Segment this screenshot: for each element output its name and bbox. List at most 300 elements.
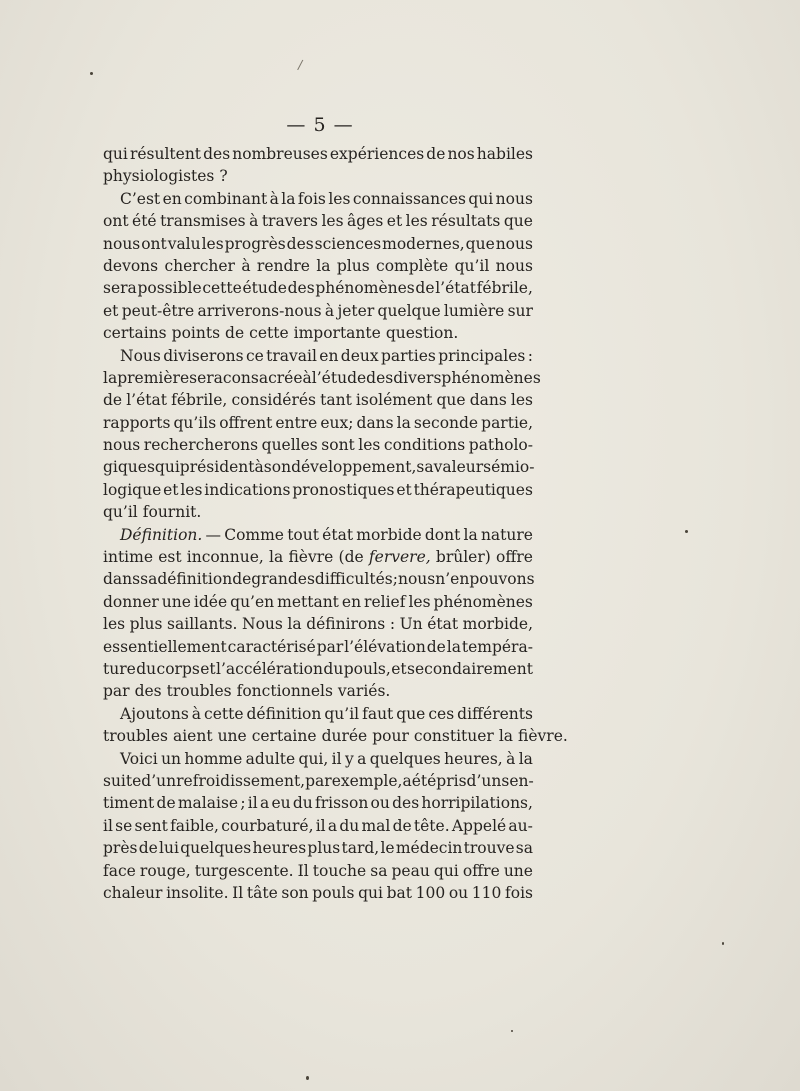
text-word: caractérisé [227,637,316,656]
text-word: ture [103,659,136,678]
text-word: des [366,368,394,387]
paper-speck [511,1030,513,1032]
text-word: deux [340,346,379,365]
text-word: Il [297,861,309,880]
text-word: son [263,458,292,477]
text-word: Un [399,615,423,634]
text-word: du [339,816,360,835]
text-word: indications [204,480,291,499]
text-word: qui [433,861,459,880]
text-word: Voici [120,749,158,768]
text-word: développement, [291,458,417,477]
text-word: il [331,749,342,768]
text-word: ces [428,704,455,723]
text-word: des [287,279,315,298]
text-word: fièvre. [518,727,568,746]
text-word: les [358,436,381,455]
text-word: au- [508,816,533,835]
text-word: cette [204,704,244,723]
text-word: tant [320,391,352,410]
text-line [103,434,533,456]
text-word: la [396,413,411,432]
text-word: possible [137,279,202,298]
text-word: Il [232,883,244,902]
text-word: sera [189,368,223,387]
text-word: modernes, [382,234,465,253]
text-word: sciences [314,234,382,253]
text-word: fois [505,883,533,902]
text-word: première [117,368,190,387]
text-word: importante [293,324,381,343]
text-word: ont [141,234,167,253]
text-word: : [527,346,533,365]
text-word: fébrile, [171,391,228,410]
text-word: et [103,301,119,320]
text-line [103,412,533,434]
text-word: dans [103,570,141,589]
text-word: résultent [129,145,202,163]
text-word: fervere, [368,548,431,567]
text-word: pouvons [469,570,535,589]
text-word: dans [356,413,394,432]
text-word: les [103,615,126,634]
text-word: des [203,145,231,163]
text-word: en [162,189,182,208]
text-word: valu [167,234,201,253]
text-word: mettant [277,592,339,611]
text-word: suite [103,771,142,790]
text-word: et [391,659,407,678]
text-word: qui [103,145,128,163]
text-word: difficultés [314,570,393,589]
text-word: principales [438,346,526,365]
text-word: lui [159,839,179,858]
text-word: la [269,548,284,567]
text-word: résultats [431,212,501,231]
text-word: à [506,749,516,768]
text-word: du [292,794,313,813]
text-word: Définition. [120,525,203,544]
text-word: homme [184,749,243,768]
text-word: état [322,525,354,544]
text-word: morbide, [462,615,533,634]
text-word: l’étude [311,368,367,387]
text-word: habiles [476,145,533,163]
text-word: et [396,480,412,499]
text-word: plus [129,615,163,634]
text-word: un [161,749,182,768]
text-word: rapports [103,413,171,432]
text-line [103,792,533,814]
text-word: les [321,212,344,231]
text-word: cette [249,324,289,343]
text-line [103,501,533,523]
text-word: — [205,525,222,544]
text-word: l’état [435,279,476,298]
text-word: : [389,615,396,634]
text-word: ou [370,794,390,813]
text-word: ou [448,883,469,902]
text-word: question. [385,324,459,343]
text-word: arriverons-nous [197,301,322,320]
text-word: sent [134,816,168,835]
text-word: Appelé [451,816,507,835]
text-word: que [396,704,426,723]
text-word: frisson [314,794,369,813]
text-word: la [316,256,331,275]
text-word: a [357,749,367,768]
text-word: d’un [141,771,177,790]
text-word: il [247,794,258,813]
text-line [103,882,533,904]
text-word: état [427,615,459,634]
text-word: dont [424,525,461,544]
text-word: valeur [433,458,484,477]
text-word: la [446,637,461,656]
text-word: entre [275,413,318,432]
paper-speck [90,72,93,75]
text-word: physiologistes [103,167,215,186]
text-word: médecin [395,839,463,858]
text-line [103,860,533,882]
text-word: que [436,391,466,410]
text-word: quelques [369,749,441,768]
text-word: en [319,346,339,365]
text-word: partie, [481,413,533,432]
text-word: définition [246,704,322,723]
text-word: les [408,592,431,611]
text-word: quelles [261,436,318,455]
text-word: cette [202,279,242,298]
text-word: sen- [501,771,534,790]
text-word: les [201,234,224,253]
text-word: sémio- [483,458,535,477]
text-line [103,748,533,770]
text-word: complète [376,256,449,275]
text-word: troubles [103,727,168,746]
text-word: des [392,794,420,813]
text-word: (de [338,548,364,567]
text-word: sont [321,436,355,455]
text-word: turgescente. [194,861,294,880]
text-line [103,255,533,277]
text-word: insolite. [166,883,229,902]
text-word: sa [140,570,158,589]
text-line [103,479,533,501]
text-word: du [323,659,344,678]
text-word: la [463,525,478,544]
text-word: a [402,771,412,790]
text-word: heures, [444,749,503,768]
text-line [103,143,533,165]
text-word: l’élévation [344,637,426,656]
text-word: travers [261,212,318,231]
text-word: travail [266,346,317,365]
text-word: ? [219,167,228,186]
text-word: idée [193,592,228,611]
text-word: inconnue, [186,548,264,567]
text-word: constituer [413,727,494,746]
text-word: devons [103,256,159,275]
text-word: plus [336,256,370,275]
text-line [103,546,533,568]
text-word: transmises [160,212,246,231]
text-word: n’en [435,570,470,589]
text-word: nature [480,525,533,544]
paper-speck [685,530,688,533]
text-word: exemple, [331,771,403,790]
text-word: la [103,368,118,387]
text-word: la [498,727,514,746]
text-word: relief [364,592,406,611]
text-word: nous [103,234,141,253]
text-word: faut [362,704,394,723]
page-number: — 5 — [286,114,354,136]
text-word: à [324,301,335,320]
text-word: par [305,771,332,790]
text-word: et [200,659,216,678]
text-word: divers [393,368,442,387]
text-word: qui, [298,749,329,768]
text-word: fièvre [288,548,334,567]
text-word: président [179,458,255,477]
text-word: de [415,279,435,298]
text-line [103,636,533,658]
text-word: troubles [166,682,232,701]
text-word: été [132,212,157,231]
text-word: considérés [231,391,317,410]
text-word: pouls, [343,659,391,678]
text-word: heures [252,839,307,858]
text-word: diviserons [163,346,244,365]
text-line [103,322,533,344]
text-word: horripilations, [421,794,533,813]
text-word: nous [397,570,436,589]
text-word: le [380,839,395,858]
text-word: offre [462,861,500,880]
text-word: l’accélération [216,659,323,678]
text-word: aient [172,727,213,746]
text-word: morbide [356,525,422,544]
text-word: pour [372,727,409,746]
text-word: nous [495,234,533,253]
text-word: rouge, [139,861,191,880]
text-word: durée [321,727,368,746]
text-word: nous [495,256,533,275]
text-word: sa [515,839,533,858]
pencil-mark: / [296,57,304,74]
text-word: conditions [383,436,466,455]
text-line [103,725,568,747]
text-word: de [225,324,245,343]
text-word: l’état [126,391,167,410]
text-word: phénomènes [441,368,541,387]
text-word: nombreuses [232,145,328,163]
text-word: corps [156,659,200,678]
text-line [103,815,533,837]
text-word: la [281,189,296,208]
text-word: de [426,637,446,656]
text-word: les [180,480,203,499]
text-word: eux; [320,413,354,432]
text-word: à [254,458,264,477]
text-word: fois [297,189,326,208]
text-word: chercher [164,256,235,275]
text-word: phénomènes [433,592,533,611]
text-word: quelque [377,301,441,320]
text-word: Comme [224,525,284,544]
text-word: isolément [355,391,433,410]
text-word: étude [242,279,287,298]
text-word: différents [457,704,533,723]
text-word: points [171,324,221,343]
paper-speck [722,942,724,945]
text-word: mal [361,816,391,835]
text-word: que [465,234,495,253]
text-word: nous [103,436,141,455]
text-word: y [344,749,354,768]
text-line [103,456,533,478]
text-word: sa [416,458,434,477]
text-word: nos [447,145,475,163]
text-word: en [341,592,362,611]
text-word: pris [436,771,467,790]
text-word: faible, [170,816,219,835]
text-word: phénomènes [315,279,415,298]
text-word: touche [312,861,367,880]
text-word: progrès [224,234,286,253]
text-line [103,389,533,411]
text-word: malaise [177,794,239,813]
text-word: consacrée [222,368,303,387]
text-word: son [281,883,309,902]
text-line [103,210,533,232]
text-word: tard, [341,839,380,858]
text-word: Nous [120,346,161,365]
text-word: des [134,682,162,701]
text-word: de [426,145,446,163]
text-line [103,568,533,590]
text-word: à [302,368,312,387]
text-line [103,680,533,702]
text-line [103,165,533,187]
text-word: ont [103,212,129,231]
text-word: de [392,816,412,835]
text-word: secondairement [407,659,533,678]
text-word: ; [392,570,398,589]
text-word: de [232,570,252,589]
text-word: ce [245,346,264,365]
text-word: ; [240,794,246,813]
text-line [103,367,541,389]
text-word: des [286,234,314,253]
text-word: fonctionnels [236,682,333,701]
text-word: une [161,592,191,611]
text-word: essentiellement [103,637,227,656]
text-word: face [103,861,136,880]
text-word: que [503,212,533,231]
text-word: qu’ils [173,413,217,432]
text-word: et [163,480,179,499]
text-word: qui [358,883,383,902]
text-word: Nous [242,615,283,634]
text-word: à [191,704,202,723]
text-word: qu’il [324,704,360,723]
text-word: qu’il [103,503,138,522]
text-word: qu’il [454,256,490,275]
text-word: d’un [466,771,502,790]
text-word: nous [495,189,533,208]
text-word: la [518,749,533,768]
text-word: expériences [329,145,425,163]
paper-speck [306,1076,309,1080]
text-word: certains [103,324,167,343]
text-line [103,591,533,613]
text-word: définition [157,570,233,589]
text-word: une [217,727,247,746]
text-word: patholo- [468,436,533,455]
text-word: est [158,548,182,567]
text-line [103,524,533,546]
text-word: a [259,794,270,813]
text-word: thérapeutiques [413,480,533,499]
text-word: une [503,861,533,880]
text-word: par [103,682,130,701]
text-word: sa [370,861,388,880]
text-word: certaine [251,727,317,746]
text-word: giques [103,458,155,477]
text-word: fébrile, [476,279,533,298]
text-word: tout [287,525,319,544]
text-line [103,300,533,322]
text-line [103,277,533,299]
text-word: rendre [256,256,310,275]
text-word: tempéra- [461,637,533,656]
text-word: 100 [415,883,446,902]
body-text [103,143,568,904]
text-word: à [249,212,259,231]
text-word: de [103,391,123,410]
text-word: à [241,256,251,275]
text-word: il [103,816,113,835]
text-word: sur [507,301,533,320]
text-word: plus [307,839,341,858]
text-line [103,613,533,635]
text-word: a [327,816,338,835]
text-word: les [510,391,533,410]
text-word: C’est [120,189,161,208]
text-word: logique [103,480,162,499]
text-word: peau [391,861,430,880]
text-word: rechercherons [143,436,259,455]
text-word: qui [468,189,494,208]
text-word: bat [386,883,412,902]
text-line [103,345,533,367]
text-word: courbaturé, [221,816,314,835]
text-line [103,233,533,255]
text-word: sera [103,279,137,298]
text-word: par [316,637,344,656]
text-word: peut-être [121,301,195,320]
text-word: brûler) [435,548,491,567]
text-word: il [315,816,326,835]
text-word: les [405,212,428,231]
text-word: trouve [463,839,515,858]
text-word: été [411,771,437,790]
text-line [103,837,533,859]
text-word: tête. [413,816,450,835]
text-word: offrent [219,413,273,432]
